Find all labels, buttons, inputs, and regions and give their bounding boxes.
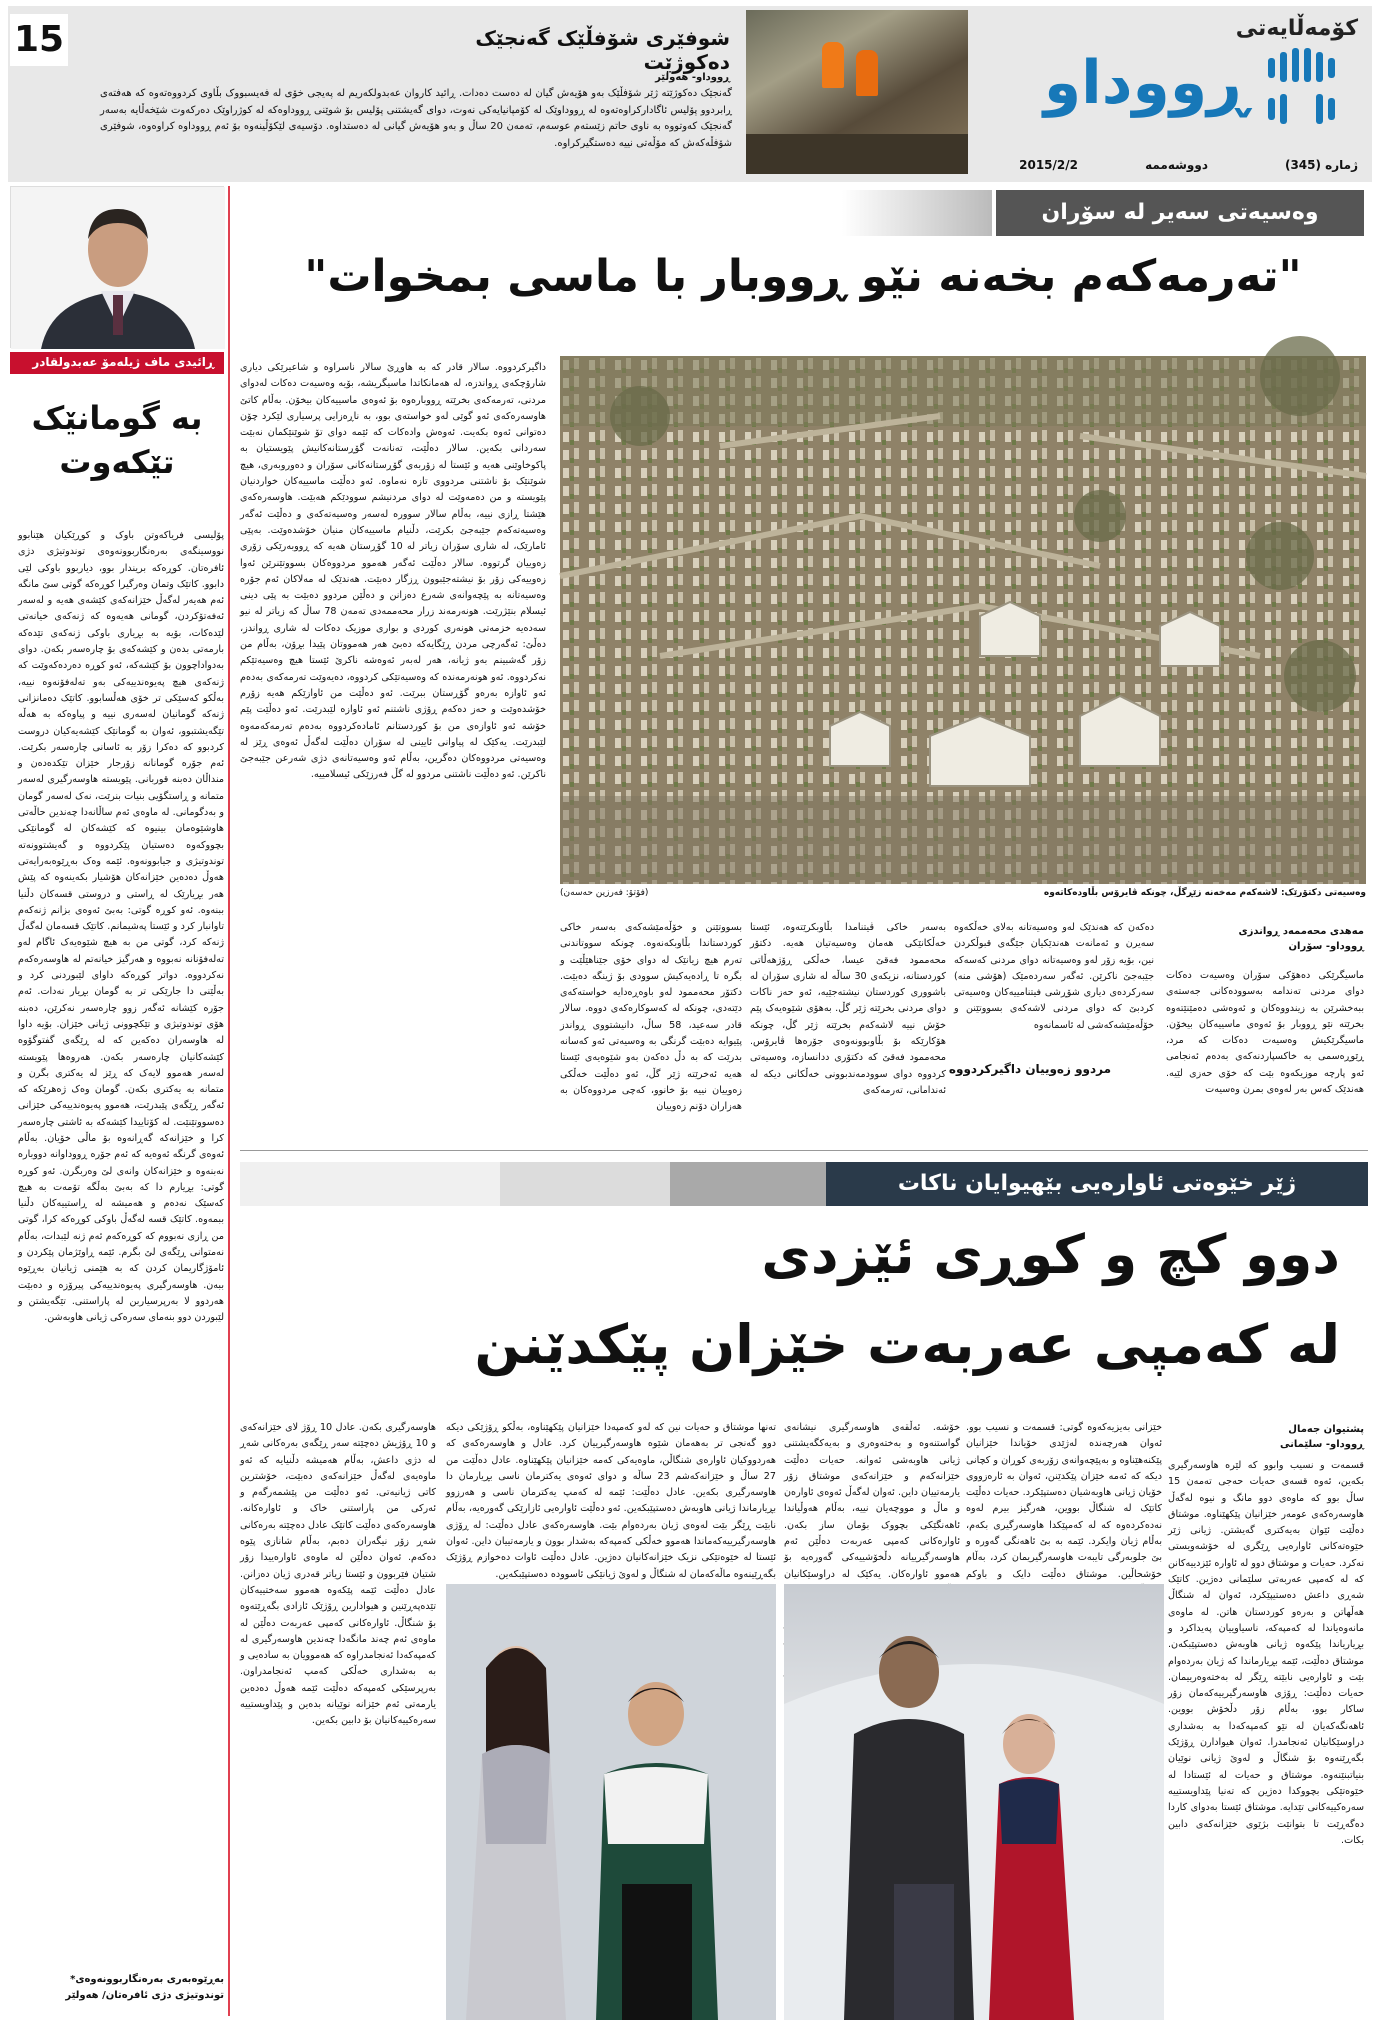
worker-figure: [856, 50, 878, 96]
couple-illustration: [784, 1584, 1164, 2020]
feature2-column: تەنها موشتاق و حەیات نین کە لەو کەمپەدا خێزانیان پێکهێناوە، بەڵکو ڕۆژێکی دیکە دوو گەنجی تر بەهەمان شێوە هاوسەرگیرییان کرد. عادل و هاوسەرەکەی کە هەردووکیان ئاوارەی شنگاڵن، ماوەیەکی کەمە خێزانیان پێکهێناوە. عادل دەڵێت من 27 ساڵ و خێزانەکەشم 23 ساڵە و دوای ئەوەی یەکترمان ناسی بڕیارمان دا هاوسەرگیری بکەین. عادل دەڵێت: ئێمە لە کەمپ یەکترمان ناسی و هەرزوو بڕیارماندا ژیانی هاوبەش دەستپێبکەین. ئەو دەڵێت ئاوارەیی ئازارێکی گەورەیە، بەڵام نابێت ڕێگر بێت لەوەی ژیان بەردەوام بێت. هاوسەرەکەی عادل دەڵێت: لە ڕۆژی هاوسەرگیرییەکەماندا هەموو خەڵکی کەمپەکە بەشدار بوون و یارمەتییان داین. ئەوان ئێستا لە خێوەتێکی نزیک خێزانەکانیان دەژین. عادل دەڵێت ئاوات دەخوازم ڕۆژێک بگەڕێینەوە ماڵەکەمان لە شنگاڵ و لەوێ ژیانێکی ئاسوودە دەستپێبکەین.: [446, 1422, 776, 1580]
feature2-column: خێزانی بەیزیەکەوە گوتی: قسمەت و نسیب بوو. ئەوان هەرچەندە لەژێدی خۆیاندا خێزانیان پێکنەهێناوە و بەپێچەوانەی زۆربەی کوڕان و کچانی دیکە کە ئەمە خێزان پێکدێنن، ئەوان بە ئارەزووی خۆیان ژیانی هاوبەشیان دەستپێکرد. حەیات دەڵێت کاتێک لە شنگاڵ بووین، هەرگیز بیرم لەوە نەدەکردەوە کە لە کەمپێکدا هاوسەرگیری بکەم، بەڵام ژیان وایکرد. ئێمە بە بێ ئاهەنگی گەورە و بێ جلوبەرگی تایبەت هاوسەرگیریمان کرد، بەڵام خۆشحاڵین. موشتاق دەڵێت دایک و باوکم: [966, 1422, 1162, 1580]
logo-icon: [1258, 40, 1358, 140]
rubble: [746, 134, 968, 174]
couple-photo-right[interactable]: [784, 1584, 1164, 2020]
column-footer: [18, 1972, 224, 2004]
kicker-stripe: [842, 190, 992, 236]
publication-date: 2015/2/2: [1019, 158, 1078, 172]
feature1-column-left: داگیرکردووە. سالار قادر کە بە هاوڕێ سالار ناسراوە و شاعیرێکی دیاری شارۆچکەی ڕواندزە، لە هەمانکاتدا ماسیگریشە، بۆیە وەسیەت دەکات لەدوای مردنی، تەرمەکەی بخرێتە ڕووبارەوە بۆ ئەوەی ماسییەکان بیخۆن. بەڵام کاتێ هاوسەرەکەی ئەو گوێی لەو خواستەی بوو، بە ناڕەزایی پرسیاری لێکرد چۆن دەتوانی ئەوە بکەیت. ئەوەش وادەکات کە ئێمە دوای تۆ شوێنێکمان نەبێت سەردانی بکەین. سالار دەڵێت، تەنانەت گۆڕستانەکانیش پێویستیان بە پاکوخاوێنی هەیە و ئێستا لە زۆربەی گۆڕستانەکانی سۆران و دەوروبەری، هیچ شوێنێک بۆ ناشتنی مردووی تازە نەماوە. ئەو دەڵێت ماسییەکان خواردنیان پێویستە و من دەمەوێت لە دوای مردنیشم سوودێکم هەبێت. هاوسەرەکەی هێشتا ڕازی نییە، بەڵام سالار سوورە لەسەر وەسیەتەکەی و دەڵێت ئەگەر وەسیەتەکەم جێبەجێ بکرێت، دڵنیام ماسییەکان منیان خۆشدەوێت. بەپێی ئامارێک، لە شاری سۆران زیاتر لە 10 گۆڕستان هەیە کە ڕووبەرێکی زۆری زەوییان گرتووە. سالار دەڵێت ئەگەر هەموو مردووەکان بسووتێنرێن ئەوا زەوییەکی زۆر بۆ نیشتەجێبوون ڕزگار دەبێت. هەندێک لە مەلاکان ئەم جۆرە وەسیەتانە بە پێچەوانەی شەرع دەزانن و دەڵێن مردوو دەبێت بە پێی دینی ئیسلام بنێژرێت. هونەرمەند زرار محەممەدی تەمەن 78 ساڵ کە زیاتر لە نیو سەدەیە خزمەتی هونەری کوردی و بواری موزیک دەکات لە شاری ڕواندز، دەڵێ: ئەگەرچی مردن ڕێگایەکە دەبێ هەر هەمووتان پێیدا بڕۆن، بەڵام من زۆر گەشبینم بەو ژیانە، هەر لەبەر ئەوەشە ناکرێ ئێستا هیچ وەسیەتێکم نەکردووە. ئەو هونەرمەندە کە وەسیەتێکی کردووە، دەیەوێت تەرمەکەی بەدەم ئەو ئاوازە بەرەو گۆڕستان ببرێت. ئەو دەڵێت من ئاوازێکم هەیە زۆرم خۆشدەوێت و حەز دەکەم ڕۆژی ناشتنم ئەو ئاوازە لێبدرێت. ئەو دەڵێت پێم خۆشە ئەو ئاوازەی من بۆ کوردستانم ئامادەکردووە بەدەم تەرمەکەمەوە لێبدرێت. یەکێک لە پیاوانی ئایینی لە سۆران دەڵێت لەگەڵ ئەوەی ڕێز لە وەسیەتی مردووەکان دەگرین، بەڵام ئەو وەسیەتانەی دژی شەرعن جێبەجێ ناکرێن. ئەو دەڵێت ناشتنی مردوو لە گڵ فەرزێکی ئیسلامییە.: [240, 362, 546, 781]
teaser-headline[interactable]: شوفێری شۆفڵێک گەنجێک دەکوژێت: [475, 26, 730, 74]
masthead: [978, 10, 1368, 178]
cemetery-photo[interactable]: [560, 356, 1366, 884]
teaser-body: گەنجێک دەکوژێتە ژێر شۆفڵێک بەو هۆیەش گیان لە دەست دەدات. ڕائید کاروان عەبدولکەریم لە پەیجی خۆی لە فەیسبووک بڵاوی کردووەتەوە کە هەفتەی ڕابردوو پۆلیس ئاگادارکراوەتەوە لە ڕووداوێک لە کۆمپانیایەکی نەوت، دوای گەیشتنی پۆلیس بۆ شوێنی ڕووداوەکە لە کوژراوێک دەرکەوت شێخەڵایە بەسەر گەنجێک کەوتووە بە ناوی حاتم زێستەم عوسەم، تەمەن 20 ساڵ و بەو هۆیەش گیانی لە دەستداوە. دۆسیەی لێکۆڵینەوە بۆ ئەم ڕووداوە کراوەوە، شوفێری شۆفڵەکەش کە مۆڵەتی نییە دەستگیرکراوە.: [100, 88, 732, 149]
feature2-headline[interactable]: دوو کچ و کوڕی ئێزدی: [761, 1223, 1340, 1286]
photo-credit: (فۆتۆ: فەرزین حەسەن): [560, 888, 649, 898]
feature1-subhead: مردوو زەوییان داگیرکردووە: [948, 1062, 1112, 1076]
byline-place: ڕووداو- سۆران: [1288, 941, 1364, 952]
feature1-kicker: وەسیەتی سەیر لە سۆران: [996, 190, 1364, 236]
feature2-byline: [1168, 1422, 1364, 1452]
byline-place: ڕووداو- سلێمانی: [1280, 1439, 1364, 1450]
column-title-line: بە گومانێک: [31, 399, 203, 437]
columnist-name-tag: ڕائیدی ماف ژیلەمۆ عەبدولقادر: [10, 352, 224, 374]
section-divider: [240, 1150, 1368, 1151]
column-divider: [228, 186, 230, 2016]
byline-name: پشتیوان جەمال: [1288, 1424, 1364, 1435]
feature1-column: بسووتێنن و خۆڵەمێشەکەی بەسەر خاکی کوردستاندا بڵاوبکەنەوە. چونکە سووتاندنی تەرم هیچ زیانێک لە دوای خۆی جێناهێڵێت و بگرە تا ڕادەیەکیش سوودی بۆ ژینگە دەبێت. دکتۆر محەممود لەو باوەڕەدایە خواستەکەی دێتەدی، چونکە لە کەسوکارەکەی دووە. سالار قادر سەعید، 58 ساڵ، دانیشتووی ڕواندز پێیوایە دەبێت گرنگی بە وەسیەتی ئەو کەسانە بدرێت کە بە دڵ دەکەن بەو شێوەیەی ئێستا هەیە ئەخرێتە ژێر گڵ، ئەو دەڵێت خەڵکی زەوییان نییە بۆ خانوو، کەچی مردووەکان بە هەزاران دۆنم زەوییان: [560, 922, 742, 1113]
couple-photo-left[interactable]: [446, 1584, 776, 2020]
column-title[interactable]: [10, 396, 224, 484]
cemetery-illustration: [560, 356, 1366, 884]
worker-figure: [822, 42, 844, 88]
columnist-photo[interactable]: [10, 186, 224, 348]
byline-name: مەهدی محەممەد ڕواندزی: [1238, 926, 1364, 937]
column-footer-line: *بەڕێوەبەری بەرەنگاربوونەوەی: [70, 1974, 224, 1985]
feature1-column: ماسیگرێکی دەهۆکی سۆران وەسیەت دەکات دوای مردنی تەندامە بەسوودەکانی جەستەی ببەخشرێن بە زیندووەکان و ئەوەشی دەمێنێتەوە بخرێتە نێو ڕووبار بۆ ئەوەی ماسییەکان بیخۆن. ماسیگرێکیش وەسیەت دەکات کە مرد، ڕێوڕەسمی بە خاکسپاردنەکەی بەدەم ئەنجامی ئەو پارچە موزیکەوە بێت کە خۆی حەزی لێیە. هەندێک کەس بەر لەوەی بمرن وەسیەت: [1166, 970, 1364, 1096]
column-body: پۆلیسی فریاکەوتن باوک و کوڕێکیان هێنابوو نووسینگەی بەرەنگاربوونەوەی توندوتیژی دژی ئافرەتان. کوڕەکە بریندار بوو، دیاربوو باوکی لێی دابوو. کاتێک وتمان وەرگیرا کوڕەکە گوتی سێ مانگە ئەم هەیەر لەگەڵ خێزانەکەی کێشەی هەیە و لەسەر ئەفەتۆکردن، گومانی هەیەوە کە ژنەکەی خیانەتی لێدەکات، بۆیە بە بڕیاری باوکی ژنەکەی تێدەکە بارمەتی بدەن و کێشەکەی بۆ چارەسەر بکەن. دوای بەدواداچوون بۆ کێشەکە، ئەو کوڕە دەردەکەوێت کە ژنەکەی هیچ پەیوەندییەکی بەو تەلەفۆنەوە نییە، بەڵکو کەسێکی تر خۆی هەڵسابوو. کاتێک دەمانزانی ژنەکە گومانیان لەسەری نییە و پیاوەکە بە هەڵە تێگەیشتبوو، ئەوان بە گومانێک کێشەیەکیان دروست کردبوو کە دەکرا زۆر بە ئاسانی چارەسەر بکرێت. ئەم جۆرە گومانانە زۆرجار خێزان تێکدەدەن و منداڵان دەبنە قوربانی. پێویستە هاوسەرگیری لەسەر متمانە و ڕاستگۆیی بنیات بنرێت، نەک لەسەر گومان و بەدگومانی. لە ماوەی ئەم ساڵانەدا چەندین حاڵەتی هاوشێوەمان بینیوە کە کێشەکان لە گومانێکی بچووکەوە دەستیان پێکردووە و گەیشتوونەتە توندوتیژی و جیابوونەوە. ئێمە وەک بەڕێوەبەرایەتی هەوڵ دەدەین خێزانەکان هۆشیار بکەینەوە کە پێش هەر بڕیارێک لە ڕاستی و دروستی قسەکان دڵنیا ببنەوە. ئەو کوڕە گوتی: بەبێ ئەوەی بزانم ژنەکەم تاوانبار کرد و ئێستا پەشیمانم. کاتێک قسەمان لەگەڵ ژنەکە کرد، گوتی من بە هیچ شێوەیەک ئاگام لەو تەلەفۆنانە نەبووە و هەرگیز خیانەتم لە هاوسەرەکەم نەکردووە. دواتر کوڕەکە داوای لێبوردنی کرد و بەڵێنی دا جارێکی تر بە گومان بڕیار نەدات. ئەم جۆرە کێشانە ئەگەر زوو چارەسەر نەکرێن، دەبنە هۆی توندوتیژی و تێکچوونی ژیانی خێزان. بۆیە داوا لە هاوسەران دەکەین کە لە ڕێگەی گفتوگۆوە کێشەکانیان چارەسەر بکەن. هەروەها پێویستە لەسەر هەموو لایەک کە ڕێز لە یەکتری بگرن و متمانە بە یەکتری بکەن. گومان وەک ژەهرێکە کە ئەگەر ڕێگەی پێبدرێت، هەموو پەیوەندییەکی خێزانی دەسووتێنێت. لە کۆتاییدا کێشەکە بە ئاشتی چارەسەر کرا و خێزانەکە گەڕانەوە بۆ ماڵی خۆیان. بەڵام ئەوەی گرنگە ئەوەیە کە ئەم جۆرە ڕووداوانە دووبارە نەبنەوە و خێزانەکان وانەی لێ وەربگرن. ئەو کوڕە گوتی: بڕیارم دا کە بەبێ بەڵگە تۆمەت بە هیچ کەسێک نەدەم و هەمیشە لە ڕاستییەکان دڵنیا ببمەوە. کاتێک قسە لەگەڵ باوکی کوڕەکە کرا، گوتی من ڕازی نەبووم کە کوڕەکەم ئەم ژنە لێبدات، بەڵام نەمتوانی ڕێگەی لێ بگرم. ئێمە ڕاوێژمان پێکردن و ئامۆژگاریمان کردن کە بە هێمنی ژیانیان بەڕێوە ببەن. هاوسەرگیری پەیوەندییەکی پیرۆزە و دەبێت هەردوو لا بەرپرسیاربن لە پاراستنی. تێگەیشتن و لێبوردن دوو بنەمای سەرەکی ژیانی هاوبەشن.: [18, 530, 224, 1324]
feature1-column: دەکەن کە هەندێک لەو وەسیەتانە بەلای خەڵکەوە سەیرن و ئەمانەت هەندێکیان جێگەی قبوڵکردن نین، بۆیە زۆر لەو وەسیەتانە دوای مردنی کەسەکە جێبەجێ ناکرێن. ئەگەر سەردەمێک (هۆشی منە) سەرکردەی دیاری شۆڕشی فیتنامییەکان وەسیەتی کردبێ کە دوای مردنی لاشەکەی بسووتێنن و خۆڵەمێشەکەشی لە ئاسمانەوە: [954, 922, 1154, 1031]
feature2-headline[interactable]: لە کەمپی عەربەت خێزان پێکدێنن: [474, 1313, 1340, 1376]
teaser-photo[interactable]: [746, 10, 968, 174]
photo-caption: وەسیەتی دکتۆرێک: لاشەکەم مەخەنە زێڕگڵ، چونکە ڤایرۆس بڵاودەکاتەوە: [1043, 888, 1366, 898]
page-number: 15: [10, 14, 68, 66]
feature2-column: خۆشە. ئەڵقەی هاوسەرگیری نیشانەی گواستنەوە و بەختەوەری و بەیەکگەیشتنی ژیانی هاوبەشی ئەوانە. حەیات دەڵێت خێزانەکەم و خێزانەکەی موشتاق زۆر یارمەتییان داین. ئەوان لەگەڵ ئەوەی ئاوارەن و ماڵ و مووچەیان نییە، بەڵام هەوڵیاندا ئاهەنگێکی بچووک بۆمان ساز بکەن. ئاوارەکانی کەمپی عەربەت دەڵێن ئەم هاوسەرگیرییانە دڵخۆشییەکی گەورەیە بۆ هەموو ئاوارەکان. یەکێک لە دراوسێکانیان: [784, 1422, 960, 1580]
feature2-column: هاوسەرگیری بکەن. عادل 10 ڕۆژ لای خێزانەکەی و 10 ڕۆژیش دەچێتە سەر ڕێگەی بەرەکانی شەڕ لە دژی داعش، بەڵام هەمیشە دڵنیایە کە ئەو ماوەیەی لەگەڵ خێزانەکەی دەبێت، خۆشترین کاتی ژیانیەتی. ئەو دەڵێت من پێشمەرگەم و ئەرکی من پاراستنی خاک و ئاوارەکانە. هاوسەرەکەی دەڵێت کاتێک عادل دەچێتە بەرەکانی شەڕ زۆر نیگەران دەبم، بەڵام شانازی پێوە دەکەم. ئەوان دەڵێن لە ماوەی ئاوارەییدا زۆر شتیان فێربوون و ئێستا زیاتر قەدری ژیان دەزانن. عادل دەڵێت ئێمە پێکەوە هەموو سەختییەکان تێدەپەڕێنین و هیوادارین ڕۆژێک ئازادی بگەڕێتەوە بۆ شنگاڵ. ئاوارەکانی کەمپی عەربەت دەڵێن لە ماوەی ئەم چەند مانگەدا چەندین هاوسەرگیری لە کەمپەکەدا ئەنجامدراوە کە هەموویان بە سادەیی و بە بەشداری خەڵکی کەمپ ئەنجامدراون. بەرپرسێکی کەمپەکە دەڵێت ئێمە هەوڵ دەدەین یارمەتی ئەم خێزانە نوێیانە بدەین و پێداویستییە سەرەکییەکانیان بۆ دابین بکەین.: [240, 1422, 436, 1727]
column-title-line: تێکەوت: [59, 443, 175, 481]
feature1-column: بەسەر خاکی ڤیتنامدا بڵاوبکرێتەوە، ئێستا خەڵکانێکی هەمان وەسیەتیان هەیە. دکتۆر محەممود فەقێ عیسا، خەڵکی ڕۆژهەڵاتی کوردستانە، نزیکەی 30 ساڵە لە شاری سۆران لە باشووری کوردستان نیشتەجێیە، ئەو حەز ناکات دوای مردنی بخرێتە ژێر گڵ. بەهۆی شێوەیەک پێم خۆش نییە لاشەکەم بخرێتە ژێر گڵ، چونکە هۆکارێکە بۆ بڵاوبوونەوەی جۆرەها ڤایرۆس. محەممود فەقێ کە دکتۆری ددانسازە، وەسیەتی کردووە دوای سوودمەندبوونی خەڵکانی دیکە لە ئەندامانی، تەرمەکەی: [750, 922, 946, 1096]
feature2-kicker: ژێر خێوەتی ئاوارەیی بێهیوایان ناکات: [826, 1162, 1368, 1206]
logo-wordmark[interactable]: ڕووداو: [1043, 48, 1248, 118]
day-name: دووشەممە: [1145, 158, 1208, 172]
teaser-byline: ڕووداو- هەولێر: [655, 72, 730, 83]
columnist-portrait: [11, 187, 225, 349]
feature2-column: قسمەت و نسیب وابوو کە لێرە هاوسەرگیری بکەین، ئەوە قسەی حەیات حەجی تەمەن 15 ساڵ بوو کە ماوەی دوو مانگ و نیوە لەگەڵ هاوسەرەکەی عومەر خێزانیان پێکهێناوە. موشتاق دەڵێت ئێوان بەیەکتری گەیشتن. ژیانی ژێر خێوەتەکانی ئاوارەیی ڕێگری لە خۆشەویستی نەکرد. حەیات و موشتاق دوو لە ئاوارە ئێزدییەکانن کە لە کەمپی عەربەتی سلێمانی دەژین. کاتێک شەڕی داعش دەستیپێکرد، ئەوان لە شنگاڵ هەڵهاتن و بەرەو کوردستان هاتن. لە ماوەی مانەوەیاندا لە کەمپەکە، ناسیاوییان پەیداکرد و بڕیاریاندا پێکەوە ژیانی هاوبەش دەستپێبکەن. موشتاق دەڵێت، ئێمە بڕیارماندا کە ژیان بەردەوام بێت و ئاوارەیی نابێتە ڕێگر لە بەختەوەرییمان. حەیات دەڵێت: ڕۆژی هاوسەرگیرییەکەمان زۆر ساکار بوو، بەڵام زۆر دڵخۆش بووین. ئاهەنگەکەیان لە نێو کەمپەکەدا بە بەشداری دراوسێکانیان ئەنجامدرا. ئەوان هیوادارن ڕۆژێک بگەڕێنەوە بۆ شنگاڵ و لەوێ ژیانی نوێیان بنیاتبنێنەوە. موشتاق و حەیات لە ئێستادا لە خێوەتێکی بچووکدا دەژین کە تەنیا پێداویستییە سەرەکییەکانی تێدایە. موشتاق ئێستا بەدوای کاردا دەگەڕێت تا بتوانێت بژێوی خێزانەکەی دابین بکات.: [1168, 1460, 1364, 1846]
feature1-byline: [1166, 924, 1364, 954]
section-name: کۆمەڵایەتی: [1235, 16, 1358, 41]
feature1-headline[interactable]: "تەرمەکەم بخەنە نێو ڕووبار با ماسی بمخوات": [304, 251, 1302, 302]
column-footer-line: توندوتیژی دژی ئافرەتان/ هەولێر: [65, 1990, 224, 2001]
couple-illustration: [446, 1584, 776, 2020]
issue-number: ژمارە (345): [1284, 158, 1358, 172]
